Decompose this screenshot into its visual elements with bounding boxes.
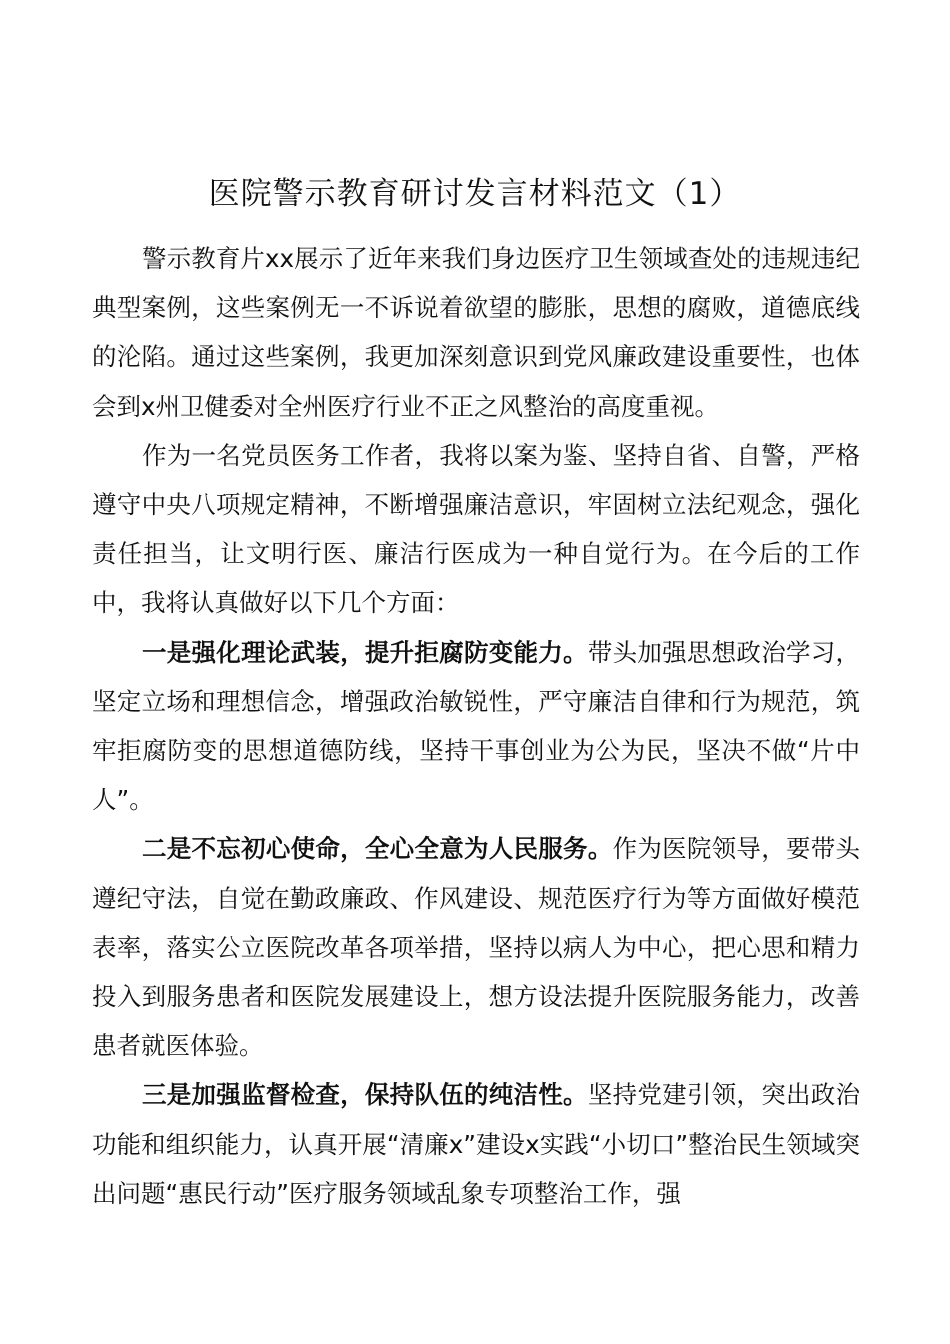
paragraph-5-lead: 三是加强监督检查，保持队伍的纯洁性。 <box>142 1080 588 1110</box>
paragraph-1 <box>92 234 860 431</box>
paragraph-3 <box>92 628 860 825</box>
paragraph-1-text: 警示教育片xx展示了近年来我们身边医疗卫生领域查处的违规违纪典型案例，这些案例无一不诉说着欲望的膨胀，思想的腐败，道德底线的沦陷。通过这些案例，我更加深刻意识到党风廉政建设重要性，也体会到x州卫健委对全州医疗行业不正之风整治的高度重视。 <box>92 244 860 421</box>
paragraph-3-text: 带头加强思想政治学习，坚定立场和理想信念，增强政治敏锐性，严守廉洁自律和行为规范，筑牢拒腐防变的思想道德防线，坚持干事创业为公为民，坚决不做“片中人”。 <box>92 637 861 815</box>
document-title: 医院警示教育研讨发言材料范文（1） <box>208 176 742 212</box>
paragraph-4-text: 作为医院领导，要带头遵纪守法，自觉在勤政廉政、作风建设、规范医疗行为等方面做好模范表率，落实公立医院改革各项举措，坚持以病人为中心，把心思和精力投入到服务患者和医院发展建设上，想方设法提升医院服务能力，改善患者就医体验。 <box>92 834 861 1061</box>
paragraph-2 <box>92 431 860 628</box>
paragraph-3-lead: 一是强化理论武装，提升拒腐防变能力。 <box>142 637 588 667</box>
document-body <box>92 234 860 1218</box>
paragraph-2-text: 作为一名党员医务工作者，我将以案为鉴、坚持自省、自警，严格遵守中央八项规定精神，不断增强廉洁意识，牢固树立法纪观念，强化责任担当，让文明行医、廉洁行医成为一种自觉行为。在今后的工作中，我将认真做好以下几个方面： <box>92 440 860 618</box>
paragraph-5 <box>92 1070 860 1218</box>
paragraph-5-text: 坚持党建引领，突出政治功能和组织能力，认真开展“清廉x”建设x实践“小切口”整治民生领域突出问题“惠民行动”医疗服务领域乱象专项整治工作，强 <box>92 1080 861 1208</box>
paragraph-4-lead: 二是不忘初心使命，全心全意为人民服务。 <box>142 834 613 864</box>
paragraph-4 <box>92 824 860 1070</box>
